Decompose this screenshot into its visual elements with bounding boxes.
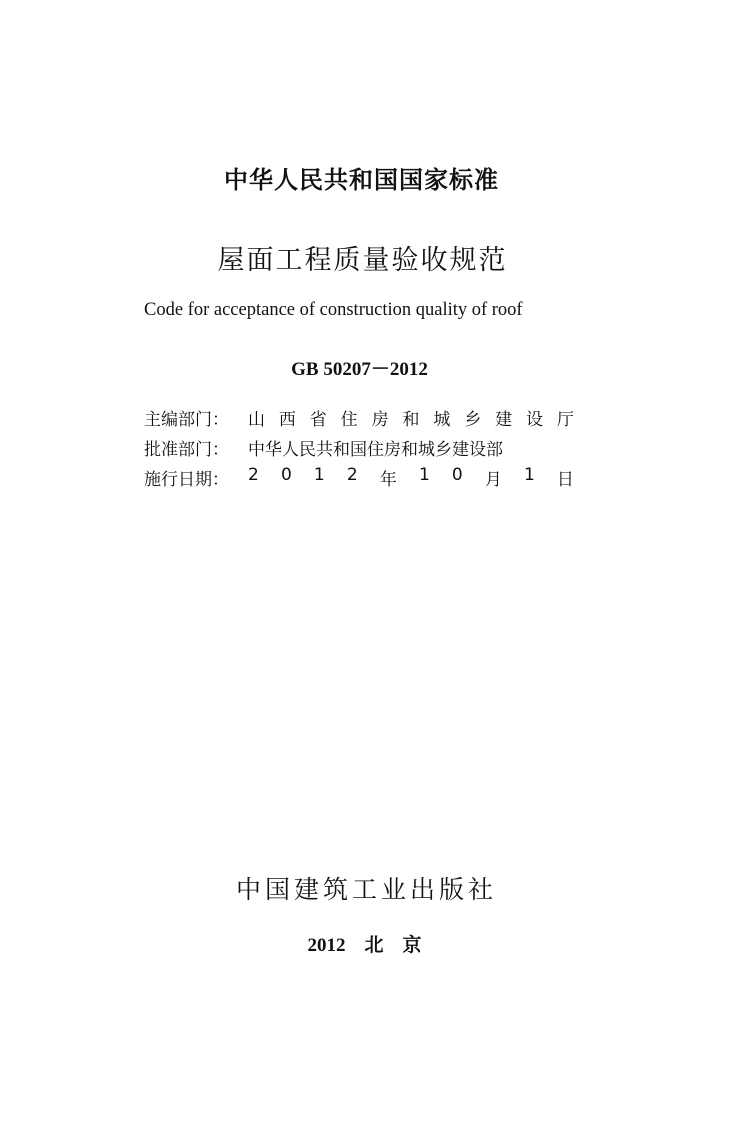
- chief-editor-char: 省: [309, 409, 327, 430]
- chinese-title-text: 屋面工程质量验收规范: [217, 245, 508, 276]
- chief-editor-char: 西: [278, 409, 296, 430]
- chief-editor-char: 住: [340, 409, 358, 430]
- chief-editor-value: [248, 405, 574, 430]
- english-title: Code for acceptance of construction quality of roof: [144, 300, 523, 320]
- chief-editor-char: 城: [433, 409, 451, 430]
- publisher-name-text: 中国建筑工业出版社: [235, 875, 497, 904]
- chief-editor-label: 主编部门：: [144, 409, 229, 430]
- chinese-title: [0, 238, 733, 277]
- publication-year-place: [0, 930, 733, 957]
- chief-editor-char: 和: [402, 409, 420, 430]
- effective-date-char: 年: [379, 469, 397, 490]
- effective-date-char: 日: [556, 469, 574, 490]
- effective-date-label: 施行日期：: [144, 469, 229, 490]
- effective-date-char: 1: [418, 464, 430, 485]
- national-standard-heading: [0, 160, 733, 195]
- chief-editor-char: 建: [495, 409, 513, 430]
- effective-date-value: [248, 465, 574, 490]
- approval-value: 中华人民共和国住房和城乡建设部: [248, 439, 503, 460]
- national-standard-text: 中华人民共和国国家标准: [224, 166, 499, 194]
- chief-editor-row: [144, 403, 574, 431]
- approval-row: [144, 433, 574, 461]
- effective-date-char: 2: [248, 464, 259, 485]
- approval-label: 批准部门：: [144, 439, 229, 460]
- standard-code-number-text: GB 50207－2012: [291, 359, 428, 380]
- chief-editor-char: 山: [248, 409, 265, 430]
- chief-editor-char: 设: [526, 409, 544, 430]
- info-block: [144, 403, 574, 493]
- chief-editor-char: 房: [371, 409, 389, 430]
- effective-date-row: [144, 463, 574, 491]
- publication-year-place-text: 2012 北 京: [307, 935, 422, 956]
- effective-date-char: 月: [484, 469, 502, 490]
- effective-date-char: 1: [313, 464, 325, 485]
- chief-editor-char: 乡: [464, 409, 482, 430]
- effective-date-char: 0: [280, 464, 292, 485]
- publisher-name: [0, 870, 733, 906]
- effective-date-char: 1: [523, 464, 535, 485]
- standard-code-number: [0, 354, 733, 381]
- effective-date-char: 0: [451, 464, 463, 485]
- effective-date-char: 2: [346, 464, 358, 485]
- chief-editor-char: 厅: [556, 409, 574, 430]
